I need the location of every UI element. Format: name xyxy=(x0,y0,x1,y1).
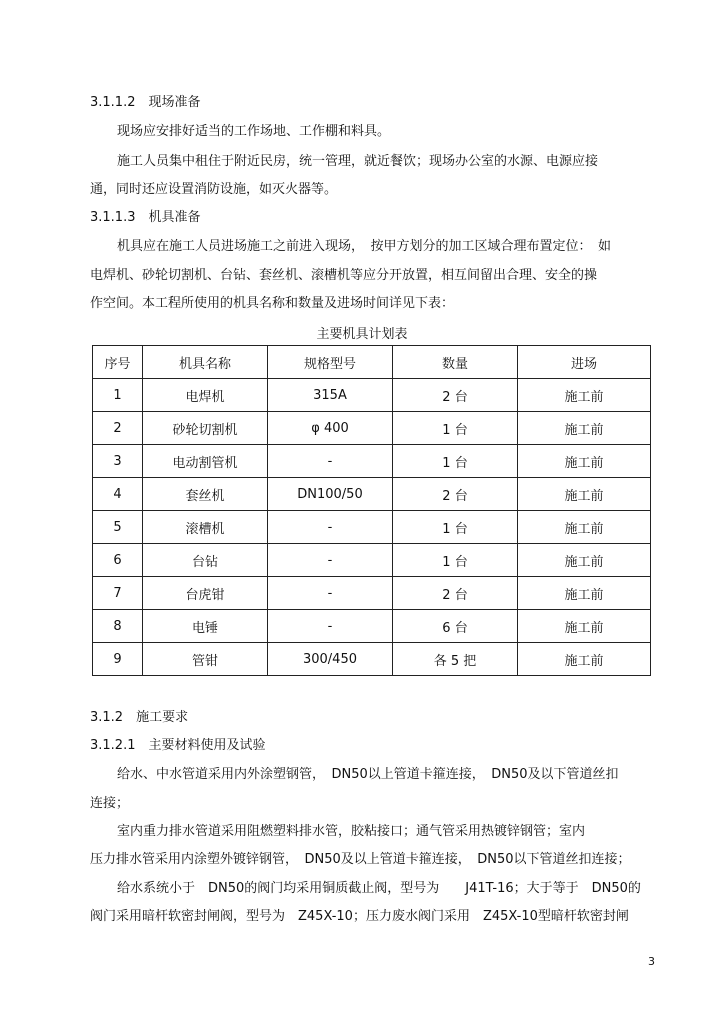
header-quantity: 数量 xyxy=(393,346,518,379)
table-caption: 主要机具计划表 xyxy=(316,327,408,342)
cell-quantity: 2 台 xyxy=(393,379,518,412)
cell-entry: 施工前 xyxy=(518,445,651,478)
cell-spec: 315A xyxy=(268,379,393,412)
table-row xyxy=(93,610,651,643)
paragraph-equipment-line1: 机具应在施工人员进场施工之前进入现场， 按甲方划分的加工区域合理布置定位： 如 xyxy=(117,239,612,254)
equipment-table xyxy=(92,345,651,676)
cell-name: 管钳 xyxy=(143,643,268,676)
paragraph-site-prep: 现场应安排好适当的工作场地、工作棚和料具。 xyxy=(117,124,391,139)
header-spec: 规格型号 xyxy=(268,346,393,379)
page-number: 3 xyxy=(648,955,655,968)
cell-index: 6 xyxy=(93,544,143,577)
cell-spec: - xyxy=(268,610,393,643)
cell-entry: 施工前 xyxy=(518,412,651,445)
cell-index: 3 xyxy=(93,445,143,478)
cell-index: 4 xyxy=(93,478,143,511)
table-row xyxy=(93,511,651,544)
table-row xyxy=(93,445,651,478)
cell-index: 1 xyxy=(93,379,143,412)
section-heading-3-1-2-1: 3.1.2.1 主要材料使用及试验 xyxy=(90,738,266,753)
cell-spec: - xyxy=(268,511,393,544)
cell-quantity: 1 台 xyxy=(393,445,518,478)
paragraph-drain-pipe-line2: 压力排水管采用内涂塑外镀锌钢管， DN50及以上管道卡箍连接， DN50以下管道丝扣连接； xyxy=(90,852,631,867)
table-row xyxy=(93,643,651,676)
cell-name: 台钻 xyxy=(143,544,268,577)
cell-quantity: 2 台 xyxy=(393,478,518,511)
cell-quantity: 1 台 xyxy=(393,544,518,577)
cell-name: 电动割管机 xyxy=(143,445,268,478)
paragraph-valve-line2: 阀门采用暗杆软密封闸阀，型号为 Z45X-10；压力废水阀门采用 Z45X-10型暗杆软密封闸 xyxy=(90,909,629,924)
cell-entry: 施工前 xyxy=(518,577,651,610)
paragraph-equipment-line2: 电焊机、砂轮切割机、台钻、套丝机、滚槽机等应分开放置，相互间留出合理、安全的操 xyxy=(90,268,598,283)
cell-entry: 施工前 xyxy=(518,478,651,511)
cell-entry: 施工前 xyxy=(518,643,651,676)
cell-entry: 施工前 xyxy=(518,511,651,544)
cell-entry: 施工前 xyxy=(518,544,651,577)
paragraph-housing-line2: 通，同时还应设置消防设施，如灭火器等。 xyxy=(90,182,338,197)
cell-quantity: 1 台 xyxy=(393,412,518,445)
header-entry: 进场 xyxy=(518,346,651,379)
table-row xyxy=(93,544,651,577)
cell-index: 8 xyxy=(93,610,143,643)
paragraph-drain-pipe-line1: 室内重力排水管道采用阻燃塑料排水管，胶粘接口；通气管采用热镀锌钢管；室内 xyxy=(117,824,586,839)
paragraph-equipment-line3: 作空间。本工程所使用的机具名称和数量及进场时间详见下表： xyxy=(90,296,455,311)
cell-index: 9 xyxy=(93,643,143,676)
cell-index: 7 xyxy=(93,577,143,610)
table-header-row xyxy=(93,346,651,379)
paragraph-housing-line1: 施工人员集中租住于附近民房，统一管理，就近餐饮；现场办公室的水源、电源应接 xyxy=(117,154,599,169)
section-heading-3-1-1-2: 3.1.1.2 现场准备 xyxy=(90,95,201,110)
cell-entry: 施工前 xyxy=(518,379,651,412)
section-heading-3-1-1-3: 3.1.1.3 机具准备 xyxy=(90,210,201,225)
cell-name: 套丝机 xyxy=(143,478,268,511)
section-heading-3-1-2: 3.1.2 施工要求 xyxy=(90,710,189,725)
cell-name: 砂轮切割机 xyxy=(143,412,268,445)
paragraph-water-pipe-line2: 连接； xyxy=(90,796,130,811)
cell-quantity: 1 台 xyxy=(393,511,518,544)
cell-name: 电焊机 xyxy=(143,379,268,412)
cell-quantity: 各 5 把 xyxy=(393,643,518,676)
cell-index: 5 xyxy=(93,511,143,544)
table-row xyxy=(93,379,651,412)
cell-spec: - xyxy=(268,445,393,478)
paragraph-valve-line1: 给水系统小于 DN50的阀门均采用铜质截止阀，型号为 J41T-16；大于等于 DN50的 xyxy=(117,881,641,896)
cell-name: 台虎钳 xyxy=(143,577,268,610)
cell-quantity: 6 台 xyxy=(393,610,518,643)
cell-name: 电锤 xyxy=(143,610,268,643)
cell-name: 滚槽机 xyxy=(143,511,268,544)
cell-quantity: 2 台 xyxy=(393,577,518,610)
header-index: 序号 xyxy=(93,346,143,379)
cell-spec: - xyxy=(268,577,393,610)
table-row xyxy=(93,478,651,511)
table-row xyxy=(93,412,651,445)
cell-spec: 300/450 xyxy=(268,643,393,676)
header-name: 机具名称 xyxy=(143,346,268,379)
cell-spec: DN100/50 xyxy=(268,478,393,511)
cell-index: 2 xyxy=(93,412,143,445)
cell-spec: - xyxy=(268,544,393,577)
cell-entry: 施工前 xyxy=(518,610,651,643)
cell-spec: φ 400 xyxy=(268,412,393,445)
table-row xyxy=(93,577,651,610)
paragraph-water-pipe-line1: 给水、中水管道采用内外涂塑钢管， DN50以上管道卡箍连接， DN50及以下管道丝扣 xyxy=(117,767,619,782)
